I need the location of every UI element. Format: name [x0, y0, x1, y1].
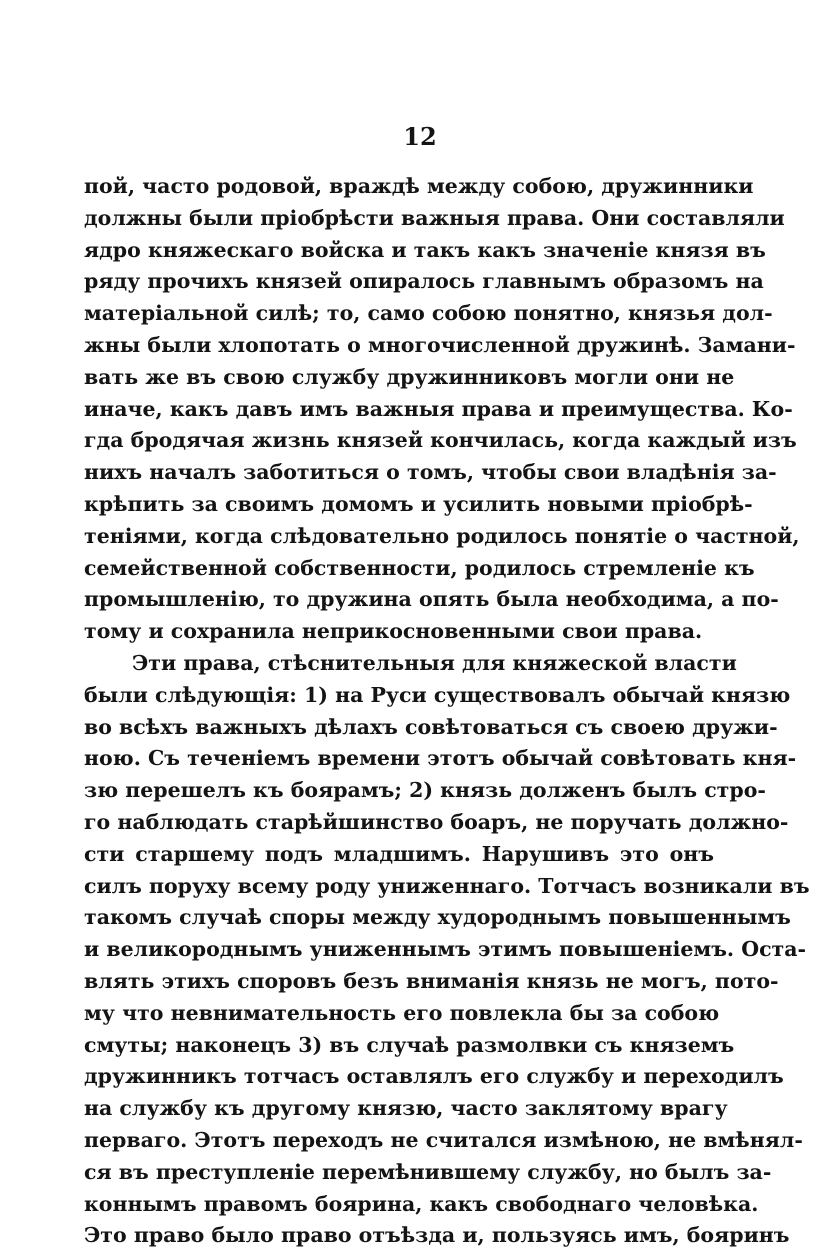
text-line: влять этихъ споровъ безъ вниманія князь не могъ, пото-	[84, 968, 779, 993]
text-line: ся въ преступленіе перемѣнившему службу, но былъ за-	[84, 1159, 772, 1184]
page-number: 12	[403, 122, 437, 151]
paragraph-1	[84, 171, 800, 648]
text-line: были слѣдующія: 1) на Руси существовалъ обычай князю	[84, 682, 791, 707]
text-line: тому и сохранила неприкосновенными свои права.	[84, 619, 703, 644]
text-line: нихъ началъ заботиться о томъ, чтобы свои владѣнія за-	[84, 460, 777, 485]
text-line: Это право было право отъѣзда и, пользуясь имъ, бояринъ	[84, 1223, 790, 1248]
paragraph-2	[84, 648, 810, 1252]
text-line: ною. Съ теченіемъ времени этотъ обычай совѣтовать кня-	[84, 746, 797, 771]
text-line: го наблюдать старѣйшинство боаръ, не поручать должно-	[84, 809, 789, 834]
body-text	[84, 171, 810, 1252]
text-line: на службу къ другому князю, часто заклятому врагу	[84, 1096, 728, 1121]
text-line: матеріальной силѣ; то, само собою понятно, князья дол-	[84, 301, 773, 326]
text-line: силъ поруху всему роду униженнаго. Тотчасъ возникали въ	[84, 873, 810, 898]
text-line: во всѣхъ важныхъ дѣлахъ совѣтоваться съ своею дружи-	[84, 714, 778, 739]
text-line: смуты; наконецъ 3) въ случаѣ размолвки съ княземъ	[84, 1032, 735, 1057]
text-line: перваго. Этотъ переходъ не считался измѣною, не вмѣнял-	[84, 1127, 803, 1152]
text-line: му что невнимательность его повлекла бы за собою	[84, 1000, 720, 1025]
text-line: должны были пріобрѣсти важныя права. Они составляли	[84, 205, 785, 230]
text-line: вать же въ свою службу дружинниковъ могли они не	[84, 364, 735, 389]
text-line: ряду прочихъ князей опиралось главнымъ образомъ на	[84, 269, 764, 294]
text-line: Эти права, стѣснительныя для княжеской власти	[132, 650, 737, 675]
text-line: пой, часто родовой, враждѣ между собою, дружинники	[84, 174, 754, 198]
text-line: ядро княжескаго войска и такъ какъ значеніе князя въ	[84, 237, 766, 262]
text-line: семейственной собственности, родилось стремленіе къ	[84, 555, 755, 580]
text-line: иначе, какъ давъ имъ важныя права и преимущества. Ко-	[84, 396, 793, 421]
text-line: такомъ случаѣ споры между худороднымъ повышеннымъ	[84, 905, 791, 930]
text-line: теніями, когда слѣдовательно родилось понятіе о частной,	[84, 523, 800, 548]
text-line: сти старшему подъ младшимъ. Нарушивъ это онъ	[84, 841, 714, 866]
text-line: крѣпить за своимъ домомъ и усилить новыми пріобрѣ-	[84, 491, 753, 516]
text-line: дружинникъ тотчасъ оставлялъ его службу и переходилъ	[84, 1064, 784, 1089]
text-line: жны были хлопотать о многочисленной дружинѣ. Замани-	[84, 332, 796, 357]
text-line: и великороднымъ униженнымъ этимъ повышеніемъ. Оста-	[84, 937, 807, 962]
text-line: гда бродячая жизнь князей кончилась, когда каждый изъ	[84, 428, 797, 453]
text-line: зю перешелъ къ боярамъ; 2) князь долженъ былъ стро-	[84, 778, 766, 803]
text-line: промышленію, то дружина опять была необходима, а по-	[84, 587, 779, 612]
text-line: коннымъ правомъ боярина, какъ свободнаго человѣка.	[84, 1191, 759, 1216]
